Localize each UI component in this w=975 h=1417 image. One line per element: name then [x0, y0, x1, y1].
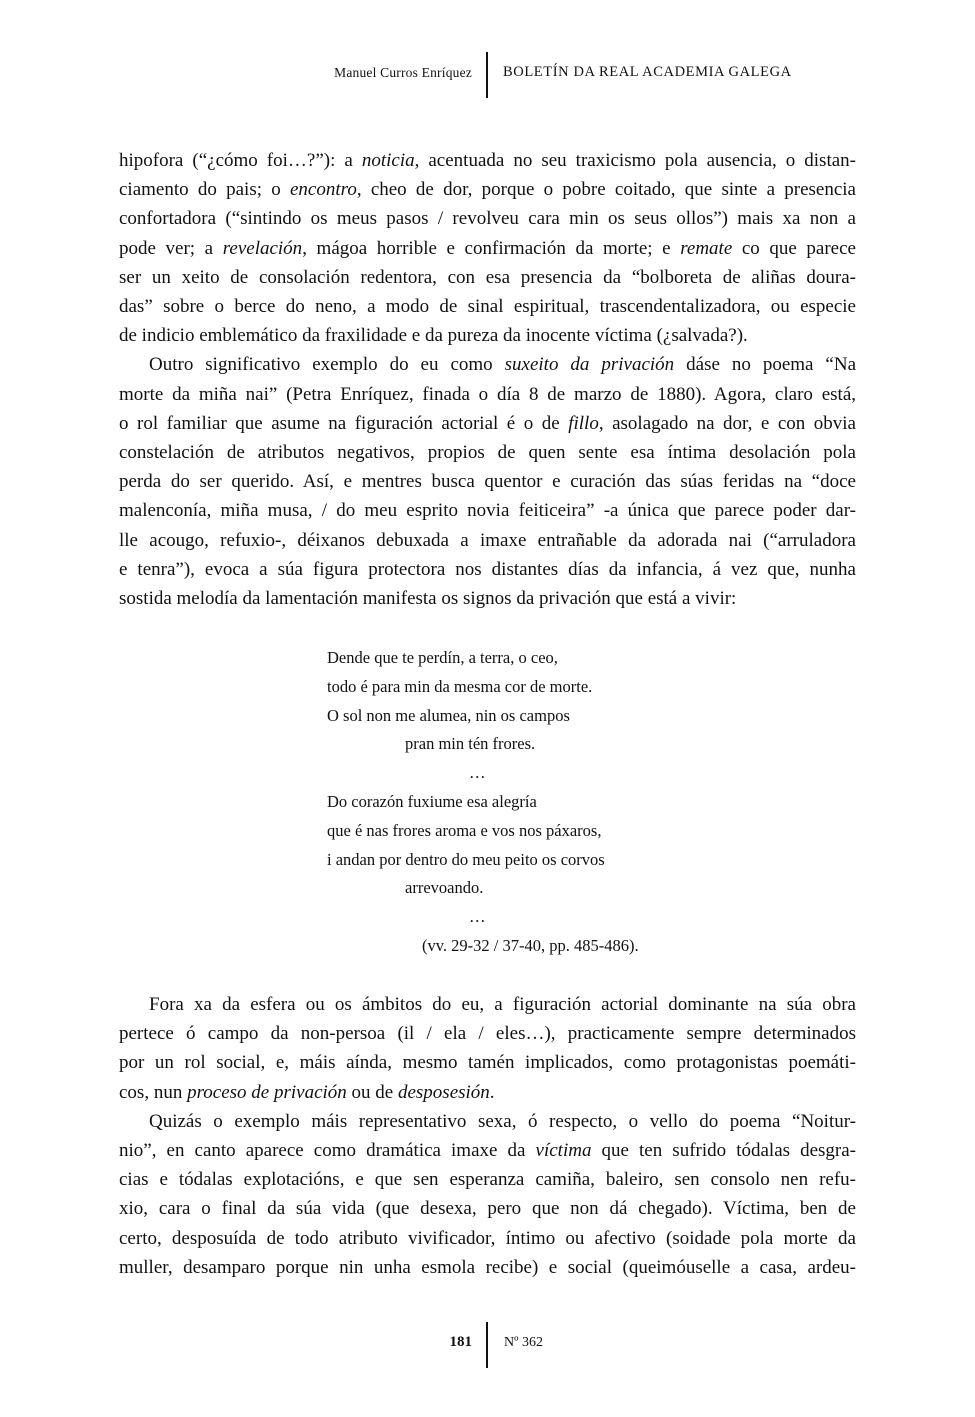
page-number: 181: [449, 1334, 472, 1350]
text-run: e tenra”), evoca a súa figura protectora nos distantes días da infancia, á vez que, nunha: [119, 558, 856, 580]
text-line: [119, 555, 856, 584]
text-line: [119, 1194, 856, 1223]
italic-term: noticia: [361, 150, 415, 171]
text-run: confortadora (“sintindo os meus pasos / revolveu cara min os seus ollos”) mais xa non a: [119, 208, 856, 230]
body-text-upper: [119, 146, 856, 613]
text-line: [119, 321, 856, 350]
poem-verse: O sol non me alumea, nin os campos: [327, 705, 570, 725]
italic-term: víctima: [535, 1140, 592, 1162]
text-line: [119, 1165, 856, 1194]
running-footer: [0, 1322, 975, 1368]
text-run: cos, nun: [119, 1081, 188, 1103]
poem-verse: pran min tén frores.: [405, 734, 536, 754]
text-line: [119, 1136, 856, 1165]
text-run: de indicio emblemático da fraxilidade e da pureza da inocente víctima (¿salvada?).: [119, 325, 748, 347]
italic-term: encontro: [289, 179, 357, 201]
text-run: Fora xa da esfera ou os ámbitos do eu, a figuración actorial dominante na súa obra: [149, 994, 856, 1015]
text-run: muller, desamparo porque nin unha esmola recibe) e social (queimóuselle a casa, ardeu-: [119, 1256, 856, 1278]
text-run: das” sobre o berce do neno, a modo de sinal espiritual, trascendentalizadora, ou especie: [119, 296, 856, 318]
text-run: , asolagado na dor, e con obvia: [598, 412, 856, 434]
paragraph: [119, 990, 856, 1107]
text-line: [119, 1048, 856, 1077]
text-run: .: [489, 1081, 495, 1103]
body-text-lower: [119, 990, 856, 1282]
text-line: [119, 526, 856, 555]
poem-verse: que é nas frores aroma e vos nos páxaros,: [327, 820, 602, 840]
italic-term: proceso de privación: [187, 1081, 347, 1103]
text-line: [119, 584, 856, 613]
text-run: certo, desposuída de todo atributo vivificador, íntimo ou afectivo (soidade pola morte da: [119, 1227, 856, 1249]
text-line: [119, 175, 856, 204]
text-run: por un rol social, e, máis aínda, mesmo tamén implicados, como protagonistas poemáti-: [119, 1052, 856, 1074]
text-run: nio”, en canto aparece como dramática imaxe da: [119, 1140, 536, 1162]
text-run: constelación de atributos negativos, propios de quen sente esa íntima desolación pola: [119, 442, 856, 464]
header-divider: [486, 52, 488, 98]
text-run: , cheo de dor, porque o pobre coitado, que sinte a presencia: [356, 179, 856, 201]
italic-term: revelación: [222, 237, 303, 259]
text-run: dáse no poema “Na: [674, 354, 857, 376]
text-run: Quizás o exemplo máis representativo sexa, ó respecto, o vello do poema “Noitur-: [149, 1110, 856, 1132]
text-run: co que parece: [732, 237, 856, 259]
text-line: [119, 467, 856, 496]
omission-ellipsis: …: [469, 763, 487, 783]
running-header: [0, 52, 975, 98]
text-line: [119, 380, 856, 409]
footer-divider: [486, 1322, 488, 1368]
paragraph: [119, 146, 856, 350]
text-line: [119, 1078, 856, 1107]
text-run: que ten sufrido tódalas desgra-: [591, 1140, 856, 1162]
text-line: [119, 1107, 856, 1136]
text-run: ciamento do pais; o: [119, 179, 290, 201]
italic-term: desposesión: [397, 1081, 490, 1103]
text-run: Outro significativo exemplo do eu como: [149, 354, 505, 376]
text-run: , acentuada no seu traxicismo pola ausencia, o distan-: [414, 150, 856, 171]
paragraph: [119, 350, 856, 613]
text-run: malenconía, miña musa, / do meu esprito novia feiticeira” -a única que parece poder dar-: [119, 500, 856, 522]
text-run: o rol familiar que asume na figuración actorial é o de: [119, 412, 569, 434]
header-author: Manuel Curros Enríquez: [334, 65, 472, 80]
italic-term: remate: [680, 237, 733, 259]
poem-verse: i andan por dentro do meu peito os corvos: [327, 849, 605, 869]
text-line: [119, 409, 856, 438]
omission-ellipsis: …: [469, 907, 487, 927]
text-line: [119, 496, 856, 525]
text-line: [119, 146, 856, 175]
text-run: lle acougo, refuxio-, déixanos debuxada a imaxe entrañable da adorada nai (“arruladora: [119, 529, 856, 551]
text-line: [119, 204, 856, 233]
italic-term: fillo: [568, 412, 599, 434]
text-run: hipofora (“¿cómo foi…?”): a: [119, 150, 362, 171]
text-run: sostida melodía da lamentación manifesta os signos da privación que está a vivir:: [119, 588, 737, 610]
text-run: , mágoa horrible e confirmación da morte; e: [302, 237, 681, 259]
text-run: ser un xeito de consolación redentora, con esa presencia da “bolboreta de aliñas doura-: [119, 266, 856, 288]
text-run: xio, cara o final da súa vida (que desexa, pero que non dá chegado). Víctima, ben de: [119, 1198, 856, 1220]
issue-number: Nº 362: [504, 1335, 543, 1350]
text-line: [119, 990, 856, 1019]
text-run: ou de: [346, 1081, 398, 1103]
text-line: [119, 1019, 856, 1048]
paragraph: [119, 1107, 856, 1282]
poem-verse: arrevoando.: [405, 878, 484, 898]
text-line: [119, 350, 856, 379]
citation-reference: (vv. 29-32 / 37-40, pp. 485-486).: [422, 935, 639, 955]
poem-verse: Dende que te perdín, a terra, o ceo,: [327, 648, 558, 667]
italic-term: suxeito da privación: [504, 354, 675, 376]
text-line: [119, 1224, 856, 1253]
text-run: perda do ser querido. Así, e mentres busca quentor e curación das súas feridas na “doce: [119, 471, 856, 493]
text-line: [119, 292, 856, 321]
text-run: cias e tódalas explotacións, e que sen esperanza camiña, baleiro, sen consolo nen refu-: [119, 1169, 856, 1191]
poem-quotation: [327, 644, 639, 961]
text-run: morte da miña nai” (Petra Enríquez, finada o día 8 de marzo de 1880). Agora, claro está,: [119, 383, 856, 405]
text-line: [119, 263, 856, 292]
poem-verse: Do corazón fuxiume esa alegría: [327, 791, 537, 811]
text-run: pode ver; a: [119, 237, 223, 259]
text-run: pertece ó campo da non-persoa (il / ela / eles…), practicamente sempre determinados: [119, 1023, 856, 1045]
text-line: [119, 234, 856, 263]
text-line: [119, 1253, 856, 1282]
header-journal-title: BOLETÍN DA REAL ACADEMIA GALEGA: [503, 64, 792, 80]
text-line: [119, 438, 856, 467]
poem-verse: todo é para min da mesma cor de morte.: [327, 676, 593, 696]
